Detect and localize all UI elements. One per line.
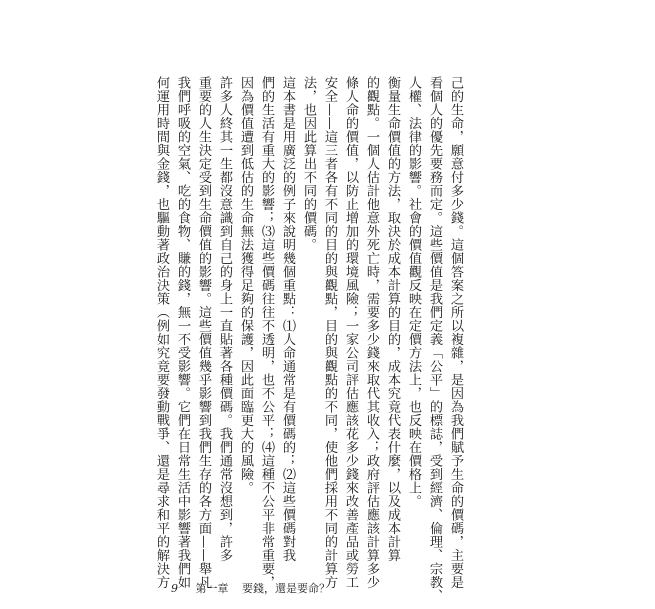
page-footer: [171, 580, 330, 596]
text-column: 因為價值遭到低估的生命無法獲得足夠的保護，因此面臨更大的風險。: [238, 76, 253, 495]
text-column: 人權、法律的影響。社會的價值觀反映在定價方法上，也反映在價格上。: [406, 76, 421, 508]
text-column: 安全——這三者各有不同的目的與觀點，目的與觀點的不同，使他們採用不同的計算方: [322, 76, 337, 589]
chapter-label: 第一章: [195, 582, 229, 595]
text-column: 己的生命，願意付多少錢。這個答案之所以複雜，是因為我們賦予生命的價碼，主要是: [448, 76, 463, 589]
text-column: 們的生活有重大的影響；⑶這些價碼往往不透明，也不公平；⑷這種不公平非常重要，: [259, 76, 274, 589]
page-number: 9: [171, 582, 178, 595]
text-column: 衡量生命價值的方法，取決於成本計算的目的，成本究竟代表什麼，以及成本計算: [385, 76, 400, 562]
text-column: 看個人的優先要務而定。這些價值是我們定義「公平」的標誌，受到經濟、倫理、宗教、: [427, 76, 442, 603]
text-column: 許多人終其一生都沒意識到自己的身上一直貼著各種價碼。我們通常沒想到，許多: [217, 76, 232, 562]
text-column: 重要的人生決定受到生命價值的影響。這些價值幾乎影響到我們生存的各方面——舉凡: [196, 76, 211, 589]
text-column: 我們呼吸的空氣、吃的食物、賺的錢，無一不受影響。它們在日常生活中影響著我們如: [175, 76, 190, 589]
text-column: 的觀點。一個人估計他意外死亡時，需要多少錢來取代其收入；政府評估應該計算多少: [364, 76, 379, 589]
chapter-title: 要錢，還是要命？: [242, 582, 330, 595]
text-column: 這本書是用廣泛的例子來說明幾個重點：⑴人命通常是有價碼的；⑵這些價碼對我: [280, 76, 295, 562]
text-column: 法，也因此算出不同的價碼。: [301, 76, 316, 252]
text-column: 條人命的價值，以防止增加的環境風險；一家公司評估應該花多少錢來改善產品或勞工: [343, 76, 358, 589]
text-column: 何運用時間與金錢，也驅動著政治決策（例如究竟要發動戰爭、還是尋求和平的解決方: [154, 76, 169, 589]
